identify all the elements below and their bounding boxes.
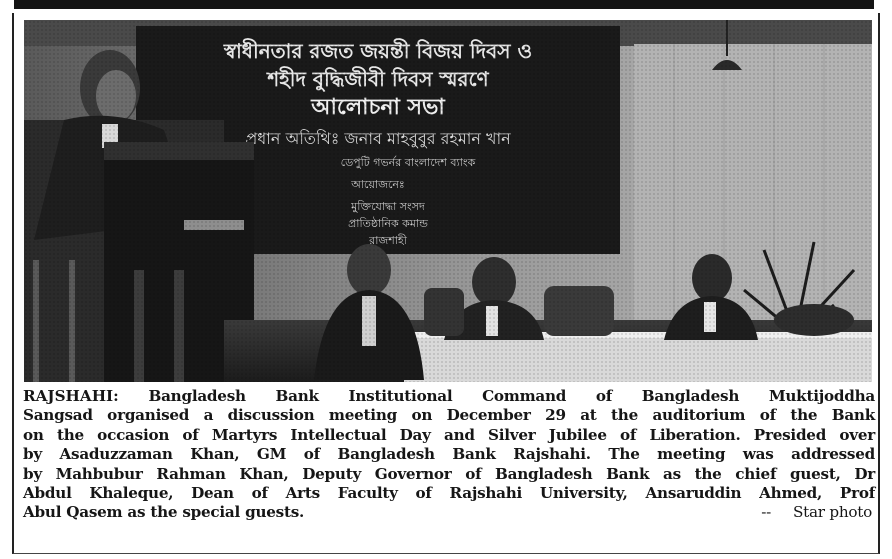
caption-line-1: RAJSHAHI: Bangladesh Bank Institutional Command of Bangladesh Muktijoddha bbox=[23, 387, 875, 405]
photo-caption bbox=[23, 387, 875, 523]
news-photo bbox=[24, 20, 872, 382]
caption-line-7: Abul Qasem as the special guests. -- Star photo bbox=[23, 503, 872, 522]
caption-dateline: RAJSHAHI: bbox=[23, 387, 119, 405]
top-rule bbox=[14, 0, 874, 9]
credit-text: Star photo bbox=[792, 503, 872, 522]
caption-line-6: Abdul Khaleque, Dean of Arts Faculty of Rajshahi University, Ansaruddin Ahmed, Prof bbox=[23, 484, 875, 503]
caption-line-4: by Asaduzzaman Khan, GM of Bangladesh Bank Rajshahi. The meeting was addressed bbox=[23, 445, 875, 464]
caption-line-3: on the occasion of Martyrs Intellectual Day and Silver Jubilee of Liberation. Presided over bbox=[23, 425, 875, 444]
credit-dash: -- bbox=[761, 503, 771, 522]
caption-line-2: Sangsad organised a discussion meeting on December 29 at the auditorium of the Bank bbox=[23, 406, 875, 425]
photo-credit bbox=[761, 503, 872, 522]
caption-line-5: by Mahbubur Rahman Khan, Deputy Governor of Bangladesh Bank as the chief guest, Dr bbox=[23, 464, 875, 483]
